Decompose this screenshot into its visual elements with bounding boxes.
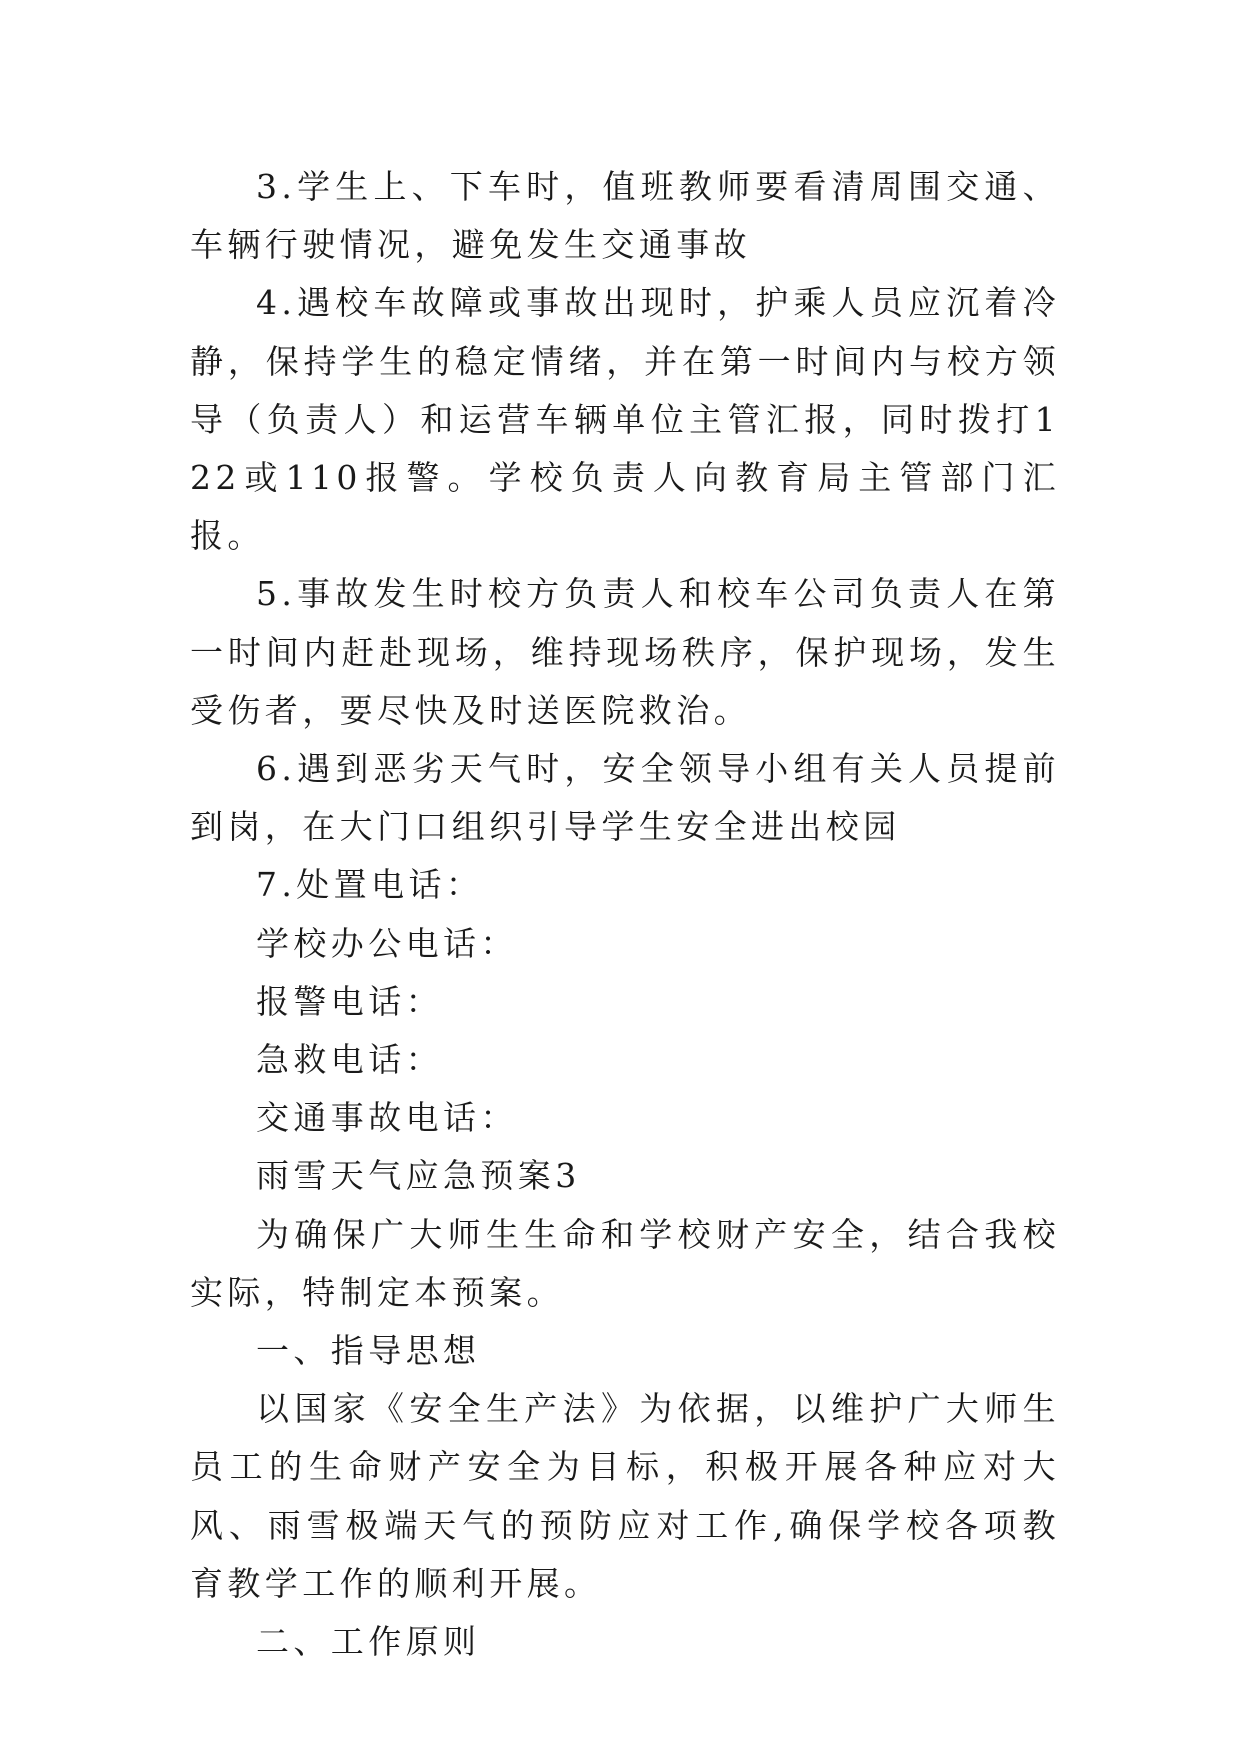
paragraph-item-4: 4.遇校车故障或事故出现时，护乘人员应沉着冷静，保持学生的稳定情绪，并在第一时间内与校方领导（负责人）和运营车辆单位主管汇报，同时拨打122或110报警。学校负责人向教育局主管部门汇报。 <box>190 283 1060 556</box>
heading-guiding-ideology: 一、指导思想 <box>256 1331 481 1371</box>
intro-paragraph: 为确保广大师生生命和学校财产安全，结合我校实际，特制定本预案。 <box>190 1214 1060 1312</box>
phone-emergency: 急救电话： <box>256 1040 443 1080</box>
paragraph-item-3: 3.学生上、下车时，值班教师要看清周围交通、车辆行驶情况，避免发生交通事故 <box>190 167 1060 265</box>
guiding-ideology-paragraph: 以国家《安全生产法》为依据，以维护广大师生员工的生命财产安全为目标，积极开展各种应对大风、雨雪极端天气的预防应对工作,确保学校各项教育教学工作的顺利开展。 <box>190 1389 1060 1603</box>
section-title: 雨雪天气应急预案3 <box>256 1156 581 1196</box>
phone-police: 报警电话： <box>256 981 443 1021</box>
document-body <box>190 158 1060 1671</box>
phone-school-office: 学校办公电话： <box>256 923 518 963</box>
paragraph-item-5: 5.事故发生时校方负责人和校车公司负责人在第一时间内赶赴现场，维持现场秩序，保护现场，发生受伤者，要尽快及时送医院救治。 <box>190 574 1060 730</box>
phone-traffic-accident: 交通事故电话： <box>256 1098 518 1138</box>
heading-work-principles: 二、工作原则 <box>256 1622 481 1662</box>
paragraph-item-6: 6.遇到恶劣天气时，安全领导小组有关人员提前到岗，在大门口组织引导学生安全进出校园 <box>190 749 1060 847</box>
paragraph-item-7: 7.处置电话： <box>256 865 484 905</box>
